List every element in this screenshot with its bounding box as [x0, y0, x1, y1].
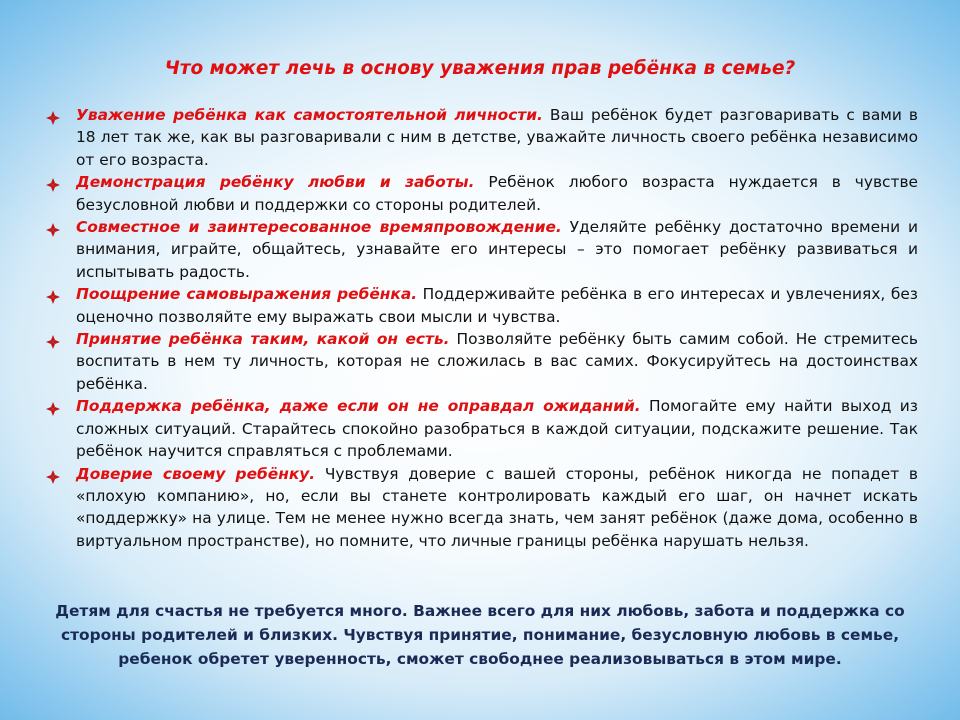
list-item	[46, 283, 918, 328]
list-item	[46, 395, 918, 462]
item-text: Помогайте ему найти выход из сложных ситуаций. Старайтесь спокойно разобраться в каждой ситуации, подскажите решение. Так ребёнок научится справляться с проблемами.	[76, 397, 918, 461]
list-item	[46, 463, 918, 553]
diamond-ornament-icon	[46, 468, 60, 482]
item-lead: Принятие ребёнка таким, какой он есть.	[76, 330, 450, 349]
diamond-ornament-icon	[46, 400, 60, 414]
item-lead: Уважение ребёнка как самостоятельной личности.	[76, 106, 543, 124]
item-text: Поддерживайте ребёнка в его интересах и увлечениях, без оценочно позволяйте ему выражать свои мысли и чувства.	[76, 285, 918, 326]
list-item	[46, 216, 918, 283]
diamond-ornament-icon	[46, 109, 60, 123]
item-text: Чувствуя доверие с вашей стороны, ребёнок никогда не попадет в «плохую компанию», но, если вы станете контролировать каждый его шаг, он начнет искать «поддержку» на улице. Тем не менее нужно всегда знать, чем занят ребёнок (даже дома, особенно в виртуальном пространстве), но помните, что личные границы ребёнка нарушать нельзя.	[76, 464, 918, 550]
list-item	[46, 104, 918, 171]
item-lead: Демонстрация ребёнку любви и заботы.	[76, 173, 475, 192]
item-lead: Поддержка ребёнка, даже если он не оправдал ожиданий.	[76, 397, 641, 416]
list-item	[46, 328, 918, 395]
principles-list	[46, 104, 918, 552]
item-text: Уделяйте ребёнку достаточно времени и внимания, играйте, общайтесь, узнавайте его интересы – это помогает ребёнку развиваться и испытывать радость.	[76, 218, 918, 281]
diamond-ornament-icon	[46, 288, 60, 302]
list-item	[46, 171, 918, 216]
slide-title: Что может лечь в основу уважения прав ребёнка в семье?	[164, 58, 796, 79]
item-lead: Совместное и заинтересованное времяпровождение.	[76, 218, 562, 237]
item-text: Позволяйте ребёнку быть самим собой. Не стремитесь воспитать в нем ту личность, которая не сложилась в вас самих. Фокусируйтесь на достоинствах ребёнка.	[76, 330, 918, 393]
diamond-ornament-icon	[46, 333, 60, 347]
item-text: Ваш ребёнок будет разговаривать с вами в 18 лет так же, как вы разговаривали с ним в детстве, уважайте личность своего ребёнка независимо от его возраста.	[76, 106, 918, 169]
diamond-ornament-icon	[46, 221, 60, 235]
item-text: Ребёнок любого возраста нуждается в чувстве безусловной любви и поддержки со стороны родителей.	[76, 173, 918, 214]
item-lead: Поощрение самовыражения ребёнка.	[76, 285, 418, 304]
item-lead: Доверие своему ребёнку.	[76, 464, 316, 483]
diamond-ornament-icon	[46, 176, 60, 190]
conclusion-text: Детям для счастья не требуется много. Важнее всего для них любовь, забота и поддержка со стороны родителей и близких. Чувствуя принятие, понимание, безусловную любовь в семье, ребенок обретет уверенность, сможет свободнее реализовываться в этом мире.	[55, 602, 905, 668]
